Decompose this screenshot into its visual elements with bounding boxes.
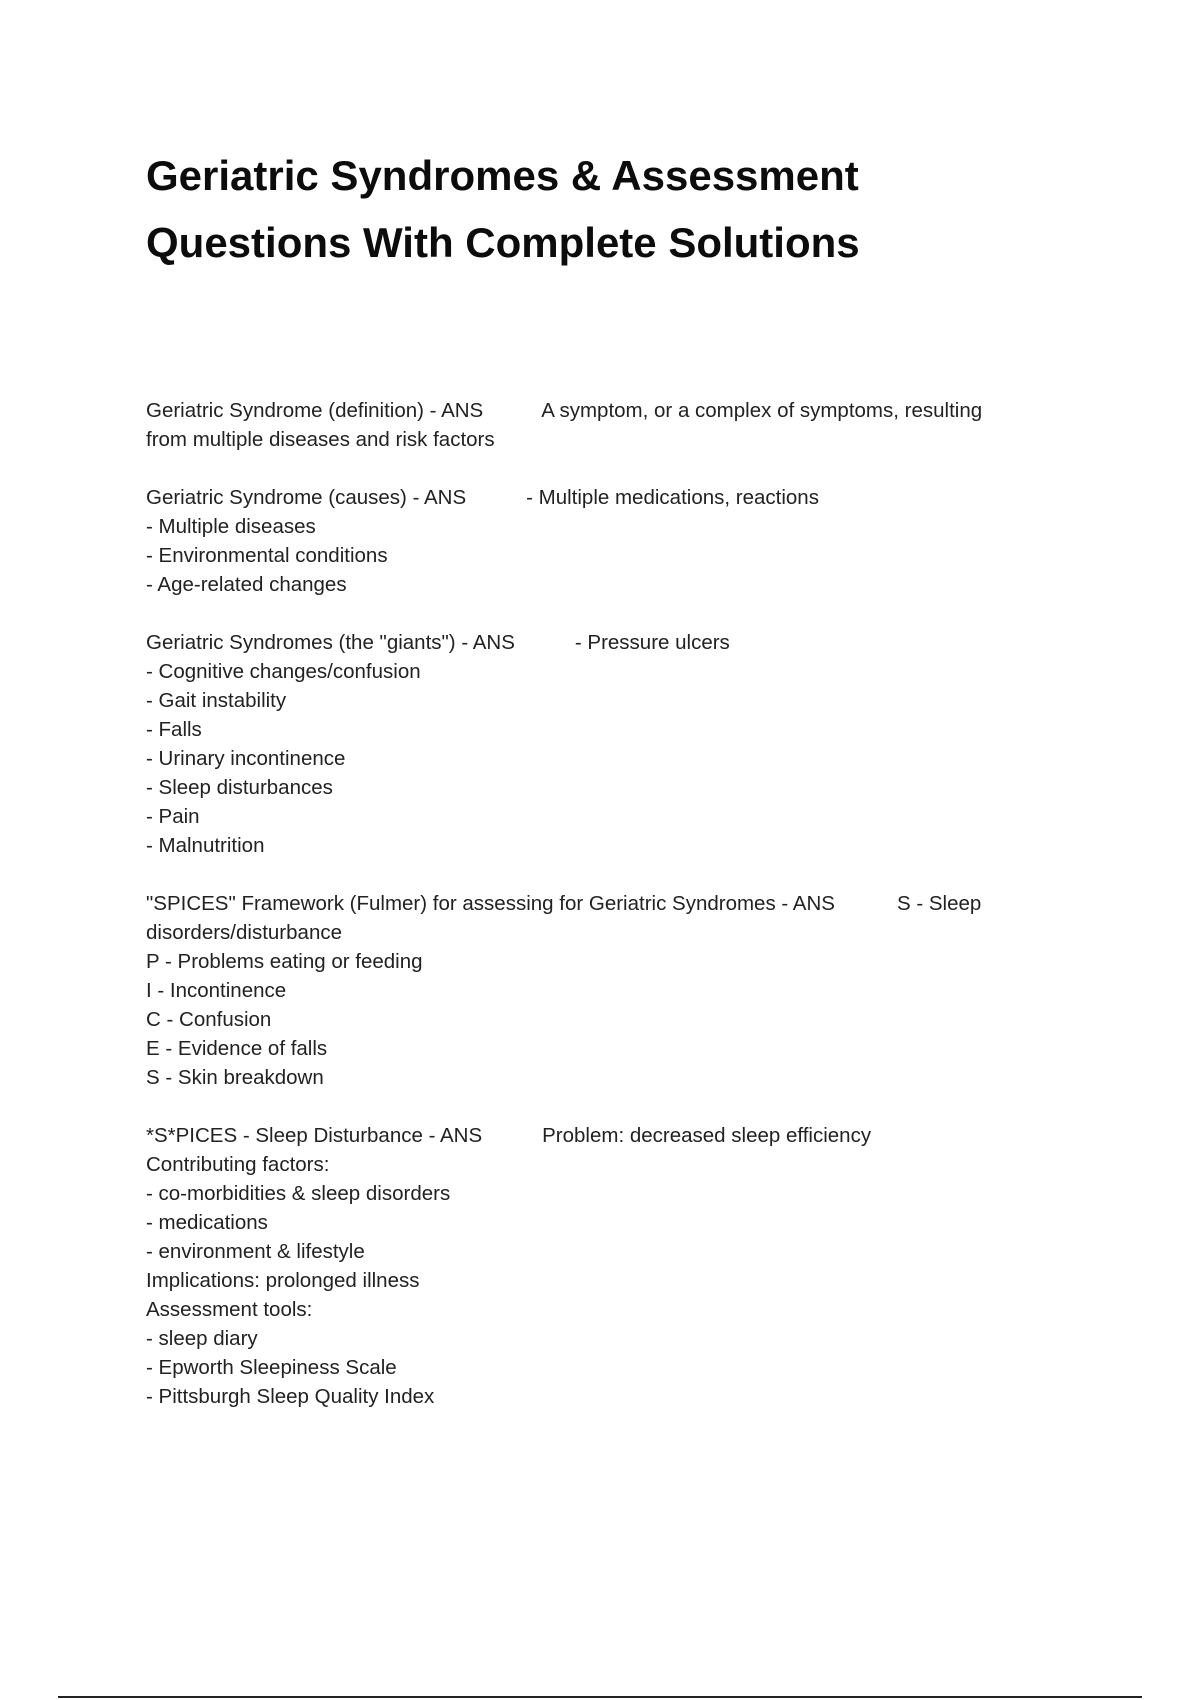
answer-line: - Environmental conditions [146, 544, 388, 567]
question-text: Geriatric Syndrome (definition) - ANS [146, 399, 484, 422]
answer-line: - Sleep disturbances [146, 776, 333, 799]
answer-line: disorders/disturbance [146, 921, 342, 944]
answer-text: - Pressure ulcers [574, 631, 730, 654]
answer-text: - Multiple medications, reactions [526, 486, 819, 509]
entry-first-line [146, 1121, 1066, 1150]
answer-line: - co-morbidities & sleep disorders [146, 1182, 451, 1205]
answer-line: - medications [146, 1211, 268, 1234]
entry-first-line [146, 889, 1066, 918]
answer-line: S - Skin breakdown [146, 1066, 324, 1089]
answer-line: from multiple diseases and risk factors [146, 428, 495, 451]
answer-line: Assessment tools: [146, 1298, 313, 1321]
footer-divider [58, 1696, 1142, 1698]
title-line-2: Questions With Complete Solutions [146, 219, 860, 266]
qa-entry-definition [146, 396, 1066, 454]
answer-line: C - Confusion [146, 1008, 272, 1031]
question-text: Geriatric Syndromes (the "giants") - ANS [146, 631, 515, 654]
answer-line: - Malnutrition [146, 834, 265, 857]
answer-text: A symptom, or a complex of symptoms, resulting [541, 399, 983, 422]
answer-line: - Pittsburgh Sleep Quality Index [146, 1385, 435, 1408]
answer-line: - Falls [146, 718, 202, 741]
answer-line: I - Incontinence [146, 979, 287, 1002]
qa-entry-giants [146, 628, 1066, 860]
answer-line: - Urinary incontinence [146, 747, 346, 770]
answer-text: S - Sleep [896, 892, 982, 915]
page-title [146, 142, 1046, 276]
answer-line: - environment & lifestyle [146, 1240, 365, 1263]
answer-line: - Gait instability [146, 689, 287, 712]
answer-line: Implications: prolonged illness [146, 1269, 420, 1292]
entry-first-line [146, 483, 1066, 512]
answer-line: - Multiple diseases [146, 515, 316, 538]
answer-line: Contributing factors: [146, 1153, 330, 1176]
answer-line: - Cognitive changes/confusion [146, 660, 421, 683]
answer-text: Problem: decreased sleep efficiency [542, 1124, 872, 1147]
question-text: "SPICES" Framework (Fulmer) for assessing for Geriatric Syndromes - ANS [146, 892, 835, 915]
question-text: Geriatric Syndrome (causes) - ANS [146, 486, 467, 509]
entry-first-line [146, 396, 1066, 425]
qa-entry-causes [146, 483, 1066, 599]
qa-entry-spices-framework [146, 889, 1066, 1092]
qa-list [146, 396, 1066, 1440]
entry-first-line [146, 628, 1066, 657]
answer-line: - sleep diary [146, 1327, 258, 1350]
answer-line: E - Evidence of falls [146, 1037, 328, 1060]
title-line-1: Geriatric Syndromes & Assessment [146, 152, 859, 199]
answer-line: - Pain [146, 805, 200, 828]
qa-entry-sleep-disturbance [146, 1121, 1066, 1411]
answer-line: P - Problems eating or feeding [146, 950, 423, 973]
answer-line: - Epworth Sleepiness Scale [146, 1356, 397, 1379]
answer-line: - Age-related changes [146, 573, 347, 596]
question-text: *S*PICES - Sleep Disturbance - ANS [146, 1124, 483, 1147]
